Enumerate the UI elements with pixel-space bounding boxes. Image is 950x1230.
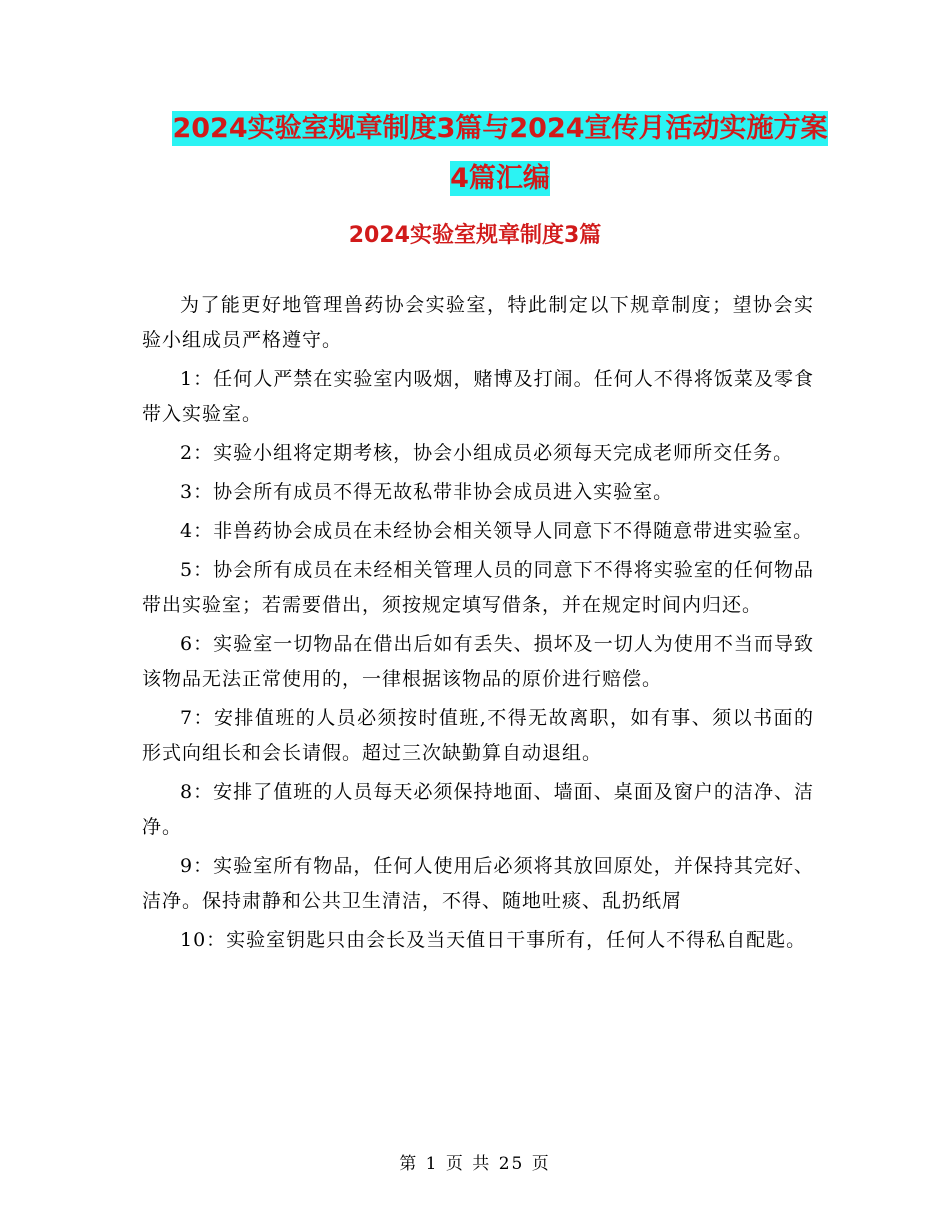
paragraph-rule-9: 9：实验室所有物品，任何人使用后必须将其放回原处，并保持其完好、洁净。保持肃静和公共卫生清洁，不得、随地吐痰、乱扔纸屑 xyxy=(142,855,814,912)
document-title xyxy=(140,104,860,204)
paragraph-rule-6: 6：实验室一切物品在借出后如有丢失、损坏及一切人为使用不当而导致该物品无法正常使用的，一律根据该物品的原价进行赔偿。 xyxy=(142,633,814,690)
paragraph-rule-7: 7：安排值班的人员必须按时值班,不得无故离职，如有事、须以书面的形式向组长和会长请假。超过三次缺勤算自动退组。 xyxy=(142,707,814,764)
document-body xyxy=(142,288,814,962)
paragraph-rule-2: 2：实验小组将定期考核，协会小组成员必须每天完成老师所交任务。 xyxy=(180,442,794,464)
page-number-footer: 第 1 页 共 25 页 xyxy=(399,1154,551,1174)
paragraph-rule-8: 8：安排了值班的人员每天必须保持地面、墙面、桌面及窗户的洁净、洁净。 xyxy=(142,781,814,838)
paragraph-rule-4: 4：非兽药协会成员在未经协会相关领导人同意下不得随意带进实验室。 xyxy=(180,520,814,542)
paragraph-rule-5: 5：协会所有成员在未经相关管理人员的同意下不得将实验室的任何物品带出实验室；若需要借出，须按规定填写借条，并在规定时间内归还。 xyxy=(142,559,814,616)
paragraph-rule-1: 1：任何人严禁在实验室内吸烟，赌博及打闹。任何人不得将饭菜及零食带入实验室。 xyxy=(142,368,814,425)
paragraph-rule-3: 3：协会所有成员不得无故私带非协会成员进入实验室。 xyxy=(180,481,674,503)
section-title: 2024实验室规章制度3篇 xyxy=(348,223,602,248)
paragraph-intro: 为了能更好地管理兽药协会实验室，特此制定以下规章制度；望协会实验小组成员严格遵守。 xyxy=(142,294,814,351)
document-title-line2: 4篇汇编 xyxy=(450,163,550,194)
paragraph-rule-10: 10：实验室钥匙只由会长及当天值日干事所有，任何人不得私自配匙。 xyxy=(180,929,807,951)
document-title-line1: 2024实验室规章制度3篇与2024宣传月活动实施方案 xyxy=(172,113,828,144)
